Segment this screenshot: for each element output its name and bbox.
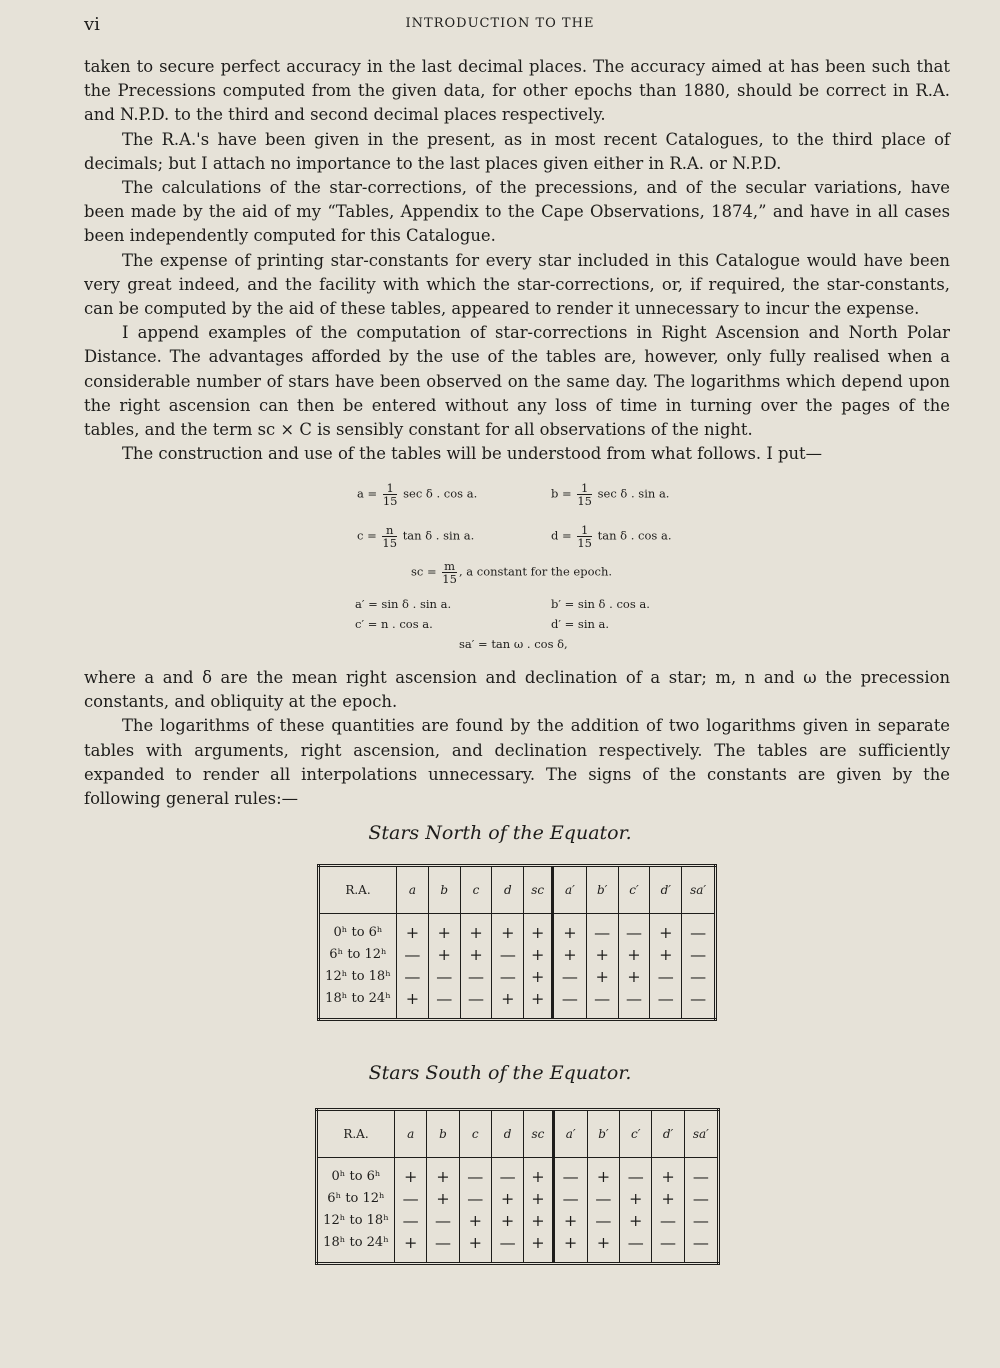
column-header: a′	[553, 866, 587, 914]
sign-cell: +	[587, 1158, 619, 1189]
column-header: b′	[587, 1110, 619, 1158]
sign-cell: +	[524, 914, 553, 945]
sign-cell: +	[524, 1188, 553, 1210]
sign-cell: —	[428, 988, 460, 1020]
formula-lhs: a =	[357, 486, 378, 501]
text-block-top	[84, 55, 950, 466]
sign-cell: +	[491, 1210, 523, 1232]
sign-cell: —	[587, 1210, 619, 1232]
formula-d	[551, 524, 671, 549]
sign-cell: —	[553, 966, 587, 988]
sign-cell: +	[652, 1188, 684, 1210]
sign-cell: +	[395, 1232, 427, 1264]
fraction	[577, 524, 592, 549]
page-number: vi	[84, 14, 100, 35]
formula-rhs: sec δ . cos a.	[403, 486, 478, 501]
column-header: c′	[620, 1110, 652, 1158]
formula-rhs: tan δ . cos a.	[597, 528, 672, 543]
formula-rhs: tan δ . sin a.	[402, 528, 475, 543]
sign-cell: +	[460, 914, 492, 945]
ra-range-cell: 6ʰ to 12ʰ	[319, 944, 397, 966]
paragraph: The logarithms of these quantities are found by the addition of two logarithms given in separate tables with arguments, right ascension, and declination respectively. The tables are sufficiently expanded to render all interpolations unnecessary. The signs of the constants are given by the following general rules:—	[84, 716, 950, 809]
column-header: d	[491, 1110, 523, 1158]
ra-range-cell: 6ʰ to 12ʰ	[317, 1188, 395, 1210]
table-header-row	[319, 866, 716, 914]
sign-cell: —	[397, 944, 429, 966]
formula-b-prime: b′ = sin δ . cos a.	[551, 597, 650, 611]
sign-cell: +	[652, 1158, 684, 1189]
sign-cell: +	[427, 1158, 459, 1189]
sign-cell: +	[524, 966, 553, 988]
signs-table-north	[317, 864, 717, 1021]
table-header-row	[317, 1110, 719, 1158]
column-header: c′	[618, 866, 650, 914]
sign-cell: —	[427, 1210, 459, 1232]
fraction	[577, 482, 592, 507]
ra-range-cell: 12ʰ to 18ʰ	[319, 966, 397, 988]
column-header: c	[460, 866, 492, 914]
sign-cell: +	[618, 966, 650, 988]
sign-cell: +	[428, 914, 460, 945]
column-header: b	[427, 1110, 459, 1158]
sign-cell: +	[620, 1210, 652, 1232]
table-row	[319, 944, 716, 966]
sign-cell: +	[553, 944, 587, 966]
sign-cell: +	[524, 944, 553, 966]
sign-cell: —	[690, 967, 707, 986]
sign-cell: +	[460, 944, 492, 966]
denominator: 15	[382, 494, 398, 508]
sign-cell: +	[553, 914, 587, 945]
formula-sa-prime: sa′ = tan ω . cos δ,	[459, 637, 568, 651]
formula-c	[357, 524, 474, 549]
fraction	[383, 482, 398, 507]
numerator: m	[444, 559, 456, 573]
column-header: d′	[650, 866, 682, 914]
column-header: sc	[524, 866, 553, 914]
sign-cell: —	[428, 966, 460, 988]
sign-cell: +	[587, 1232, 619, 1264]
sign-cell: —	[692, 1167, 709, 1186]
paragraph: where a and δ are the mean right ascension and declination of a star; m, n and ω the precession constants, and obliquity at the epoch.	[84, 668, 950, 712]
sign-cell: —	[587, 1188, 619, 1210]
sign-cell: +	[650, 944, 682, 966]
formula-lhs: sc =	[411, 564, 437, 579]
sign-cell: +	[524, 1210, 553, 1232]
table-caption-north: Stars North of the Equator.	[368, 822, 632, 844]
sign-cell: —	[618, 914, 650, 945]
sign-cell: —	[690, 923, 707, 942]
text-block-middle	[84, 666, 950, 811]
sign-cell: —	[397, 966, 429, 988]
table-row	[317, 1232, 719, 1264]
paragraph: The R.A.'s have been given in the present, as in most recent Catalogues, to the third place of decimals; but I attach no importance to the last places given either in R.A. or N.P.D.	[84, 129, 950, 173]
sign-cell: —	[459, 1188, 491, 1210]
formula-lhs: b =	[551, 486, 572, 501]
column-header: sc	[524, 1110, 553, 1158]
table-caption-south: Stars South of the Equator.	[368, 1062, 632, 1084]
column-header: sa′	[682, 866, 716, 914]
running-head: INTRODUCTION TO THE	[405, 16, 595, 31]
sign-cell: —	[492, 966, 524, 988]
sign-cell: —	[460, 966, 492, 988]
sign-cell: —	[618, 988, 650, 1020]
sign-cell: —	[553, 988, 587, 1020]
formula-a	[357, 482, 477, 507]
denominator: 15	[577, 536, 592, 550]
sign-cell: —	[652, 1232, 684, 1264]
sign-cell: —	[553, 1188, 587, 1210]
sign-cell: +	[586, 966, 618, 988]
sign-cell: —	[650, 988, 682, 1020]
sign-cell: —	[690, 945, 707, 964]
sign-cell: +	[459, 1232, 491, 1264]
sign-cell: —	[492, 944, 524, 966]
sign-cell: —	[586, 988, 618, 1020]
ra-range-cell: 0ʰ to 6ʰ	[317, 1158, 395, 1189]
column-header: b′	[586, 866, 618, 914]
sign-cell: +	[492, 914, 524, 945]
denominator: 15	[442, 572, 457, 586]
sign-cell: —	[692, 1189, 709, 1208]
column-header: b	[428, 866, 460, 914]
ra-range-cell: 18ʰ to 24ʰ	[317, 1232, 395, 1264]
sign-cell: —	[692, 1211, 709, 1230]
sign-cell: +	[397, 914, 429, 945]
table-row	[319, 988, 716, 1020]
sign-cell: —	[395, 1210, 427, 1232]
column-header: a′	[553, 1110, 587, 1158]
table-row	[317, 1158, 719, 1189]
sign-cell: —	[553, 1158, 587, 1189]
fraction	[382, 524, 397, 549]
numerator: 1	[577, 524, 592, 537]
numerator: n	[382, 524, 397, 537]
formula-c-prime: c′ = n . cos a.	[355, 617, 433, 631]
sign-cell: —	[620, 1158, 652, 1189]
formula-b	[551, 482, 669, 507]
sign-cell: +	[586, 944, 618, 966]
sign-cell: —	[491, 1158, 523, 1189]
formula-a-prime: a′ = sin δ . sin a.	[355, 597, 452, 611]
numerator: 1	[577, 482, 592, 495]
formula-lhs: c =	[357, 528, 377, 543]
sign-cell: —	[491, 1232, 523, 1264]
column-header: sa′	[684, 1110, 718, 1158]
sign-cell: —	[395, 1188, 427, 1210]
table-row	[317, 1210, 719, 1232]
sign-cell: +	[620, 1188, 652, 1210]
column-header: a	[395, 1110, 427, 1158]
sign-cell: +	[524, 1232, 553, 1264]
table-row	[319, 966, 716, 988]
sign-cell: —	[460, 988, 492, 1020]
ra-range-cell: 0ʰ to 6ʰ	[319, 914, 397, 945]
sign-cell: —	[586, 914, 618, 945]
sign-cell: +	[650, 914, 682, 945]
column-header: R.A.	[317, 1110, 395, 1158]
sign-cell: —	[690, 989, 707, 1008]
numerator: 1	[383, 482, 398, 495]
ra-range-cell: 12ʰ to 18ʰ	[317, 1210, 395, 1232]
sign-cell: +	[427, 1188, 459, 1210]
sign-cell: —	[427, 1232, 459, 1264]
signs-table-south	[315, 1108, 720, 1265]
paragraph: I append examples of the computation of star-corrections in Right Ascension and North Polar Distance. The advantages afforded by the use of the tables are, however, only fully realised when a considerable number of stars have been observed on the same day. The logarithms which depend upon the right ascension can then be entered without any loss of time in turning over the pages of the tables, and the term sc × C is sensibly constant for all observations of the night.	[84, 323, 950, 440]
sign-cell: +	[492, 988, 524, 1020]
sign-cell: —	[620, 1232, 652, 1264]
sign-cell: +	[397, 988, 429, 1020]
column-header: a	[397, 866, 429, 914]
denominator: 15	[382, 536, 398, 550]
sign-cell: —	[459, 1158, 491, 1189]
formula-rhs: , a constant for the epoch.	[458, 564, 613, 579]
sign-cell: —	[652, 1210, 684, 1232]
paragraph: The construction and use of the tables will be understood from what follows. I put—	[122, 444, 823, 464]
ra-range-cell: 18ʰ to 24ʰ	[319, 988, 397, 1020]
formula-d-prime: d′ = sin a.	[551, 617, 610, 631]
paragraph: The expense of printing star-constants for every star included in this Catalogue would have been very great indeed, and the facility with which the star-corrections, or, if required, the star-constants, can be computed by the aid of these tables, appeared to render it unnecessary to incur the expense.	[84, 250, 950, 319]
sign-cell: +	[524, 988, 553, 1020]
formula-sc	[411, 560, 612, 585]
sign-cell: +	[491, 1188, 523, 1210]
fraction	[442, 560, 457, 585]
table-row	[317, 1188, 719, 1210]
column-header: d′	[652, 1110, 684, 1158]
sign-cell: +	[459, 1210, 491, 1232]
column-header: R.A.	[319, 866, 397, 914]
sign-cell: —	[692, 1233, 709, 1252]
paragraph: The calculations of the star-corrections, of the precessions, and of the secular variations, have been made by the aid of my “Tables, Appendix to the Cape Observations, 1874,” and have in all cases been independently computed for this Catalogue.	[84, 178, 950, 246]
table-row	[319, 914, 716, 945]
formula-lhs: d =	[551, 528, 572, 543]
column-header: c	[459, 1110, 491, 1158]
sign-cell: —	[650, 966, 682, 988]
sign-cell: +	[428, 944, 460, 966]
formula-rhs: sec δ . sin a.	[597, 486, 670, 501]
sign-cell: +	[395, 1158, 427, 1189]
sign-cell: +	[524, 1158, 553, 1189]
denominator: 15	[577, 494, 592, 508]
paragraph: taken to secure perfect accuracy in the last decimal places. The accuracy aimed at has been such that the Precessions computed from the given data, for other epochs than 1880, should be correct in R.A. and N.P.D. to the third and second decimal places respectively.	[84, 57, 950, 125]
column-header: d	[492, 866, 524, 914]
sign-cell: +	[618, 944, 650, 966]
sign-cell: +	[553, 1210, 587, 1232]
sign-cell: +	[553, 1232, 587, 1264]
